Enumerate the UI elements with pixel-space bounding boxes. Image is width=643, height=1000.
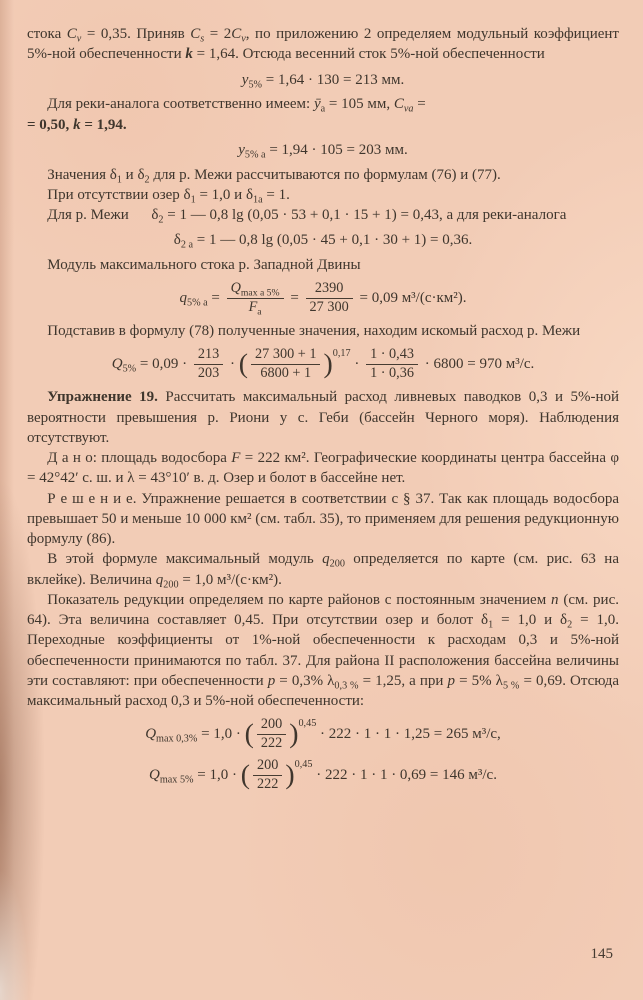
paragraph-no-lakes: При отсутствии озер $\delta_1 = 1,0$ и $\delta_{1а} = 1$. [47,186,290,206]
formula-lead: $Q_{5\%} = 0,09$ · [111,356,191,375]
exponent: 0,17 [332,348,351,360]
fraction-denominator: 6800 + 1 [260,365,312,382]
paragraph-exercise-19: Упражнение 19. Рассчитать максимальный расход ливневых паводков 0,3 и 5%-ной вероятности превышения р. Риони у с. Геби (бассейн Черного моря). Наблюдения отсутствуют. [27,389,619,446]
fraction-qmax-over-fa [227,281,284,316]
fraction-numerator: 213 [194,347,223,365]
equals-sign: = [286,290,303,307]
fraction-200-over-222 [257,717,286,752]
fraction-denominator: 1 · 0,36 [370,365,414,382]
fraction-2390-over-27300 [306,281,353,316]
paragraph-delta-values: Значения $\delta_1$ и $\delta_2$ для р. Межи рассчитываются по формулам (76) и (77). [47,166,501,185]
formula-lead: $q_{5\% а}$ = [179,290,224,309]
close-paren: ) [285,759,295,791]
exponent: 0,45 [294,759,313,771]
fraction-denominator: 222 [260,735,283,752]
close-paren: ) [289,718,299,750]
fraction-numerator: 200 [257,717,286,735]
formula-analog-runoff-5pct: $y_{5\% а} = 1,94 \cdot 105 = 203$ мм. [238,141,408,161]
paragraph-substitute-formula-78: Подставив в формулу (78) полученные значения, находим искомый расход р. Межи [47,323,581,340]
paragraph-given-data: Д а н о: площадь водосбора F = 222 км². Географические координаты центра бассейна φ = 42°42′ с. ш. и λ = 43°10′ в. д. Озер и болот в бассейне нет. [27,450,619,487]
formula-q5a-module [27,281,619,316]
fraction-denominator: 222 [257,776,279,793]
paragraph-max-runoff-module: Модуль максимального стока р. Западной Двины [47,257,361,273]
fraction-denominator: $F_а$ [248,299,262,318]
multiply-dot: · [226,356,239,373]
formula-qmax-5pct [27,758,619,793]
paragraph-runoff-coefficient: стока $C_v = 0,35$. Приняв $C_s = 2C_v$, по приложению 2 определяем модульный коэффициент 5%-ной обеспеченности k = 1,64. Отсюда весенний сток 5%-ной обеспеченности [27,26,619,63]
fraction-numerator: 1 · 0,43 [366,347,418,365]
open-paren: ( [240,759,250,791]
paragraph-analog-river: Для реки-аналога соответственно имеем: $ȳ_а = 105$ мм, $C_{vа}$ = = 0,50, k = 1,94. [27,96,426,133]
formula-result: · 222 · 1 · 1 · 1,25 = 265 м³/с, [316,726,501,743]
formula-qmax-03pct [27,717,619,752]
open-paren: ( [238,348,248,380]
fraction-numerator: 27 300 + 1 [251,347,320,365]
fraction-denominator: 27 300 [309,299,349,316]
fraction-delta-ratio [366,347,418,382]
formula-result: = 0,09 м³/(с·км²). [355,290,467,307]
paragraph-q200-module: В этой формуле максимальный модуль $q_{200}$ определяется по карте (см. рис. 63 на вклейке). Величина $q_{200} = 1,0$ м³/(с·км²). [27,551,619,591]
paragraph-mezha-delta2: Для р. Межи $\delta_2 = 1$ — 0,8 lg (0,05 · 53 + 0,1 · 15 + 1) = 0,43, а для реки-аналога [47,207,567,226]
formula-result: · 222 · 1 · 1 · 0,69 = 146 м³/с. [312,767,497,784]
open-paren: ( [244,718,254,750]
fraction-213-over-203 [194,347,223,382]
fraction-200-over-222 [253,758,282,793]
page-number: 145 [590,945,613,962]
fraction-denominator: 203 [197,365,220,382]
formula-lead: $Q_{max 0,3\%} = 1,0$ · [145,726,245,745]
formula-lead: $Q_{max 5\%} = 1,0$ · [149,767,241,786]
formula-q5-mezha-discharge [27,347,619,382]
paragraph-reduction-exponent: Показатель редукции определяем по карте районов с постоянным значением n (см. рис. 64). Эта величина составляет 0,45. При отсутствии озер и болот $\delta_1 = 1,0$ и $\delta_2 = 1,0$. Переходные коэффициенты от 1%-ной обеспеченности к расходам 0,3 и 5%-ной обеспеченности принимаются по табл. 37. Для района II расположения бассейна величины эти составляют: при обеспеченности p = 0,3% $\lambda_{0,3 \%} = 1,25$, а при p = 5% $\lambda_{5 \%} = 0,69$. Отсюда максимальный расход 0,3 и 5%-ной обеспеченности: [27,591,620,710]
fraction-numerator: 200 [253,758,282,776]
close-paren: ) [323,348,333,380]
fraction-area-ratio [251,347,320,382]
paragraph-solution: Р е ш е н и е. Упражнение решается в соответствии с § 37. Так как площадь водосбора превышает 50 и меньше 10 000 км² (см. табл. 35), то применяем для решения редукционную формулу (86). [27,490,619,548]
fraction-numerator: $Q_{max а 5\%}$ [227,281,284,299]
fraction-numerator: 2390 [306,281,353,299]
formula-delta2-analog: $\delta_{2 а} = 1$ — 0,8 lg (0,05 · 45 + 0,1 · 30 + 1) = 0,36. [173,232,473,251]
formula-spring-runoff-5pct: $y_{5\%} = 1,64 \cdot 130 = 213$ мм. [241,71,405,90]
formula-result: · 6800 = 970 м³/с. [421,356,535,373]
exponent: 0,45 [298,718,317,730]
multiply-dot: · [350,356,364,373]
